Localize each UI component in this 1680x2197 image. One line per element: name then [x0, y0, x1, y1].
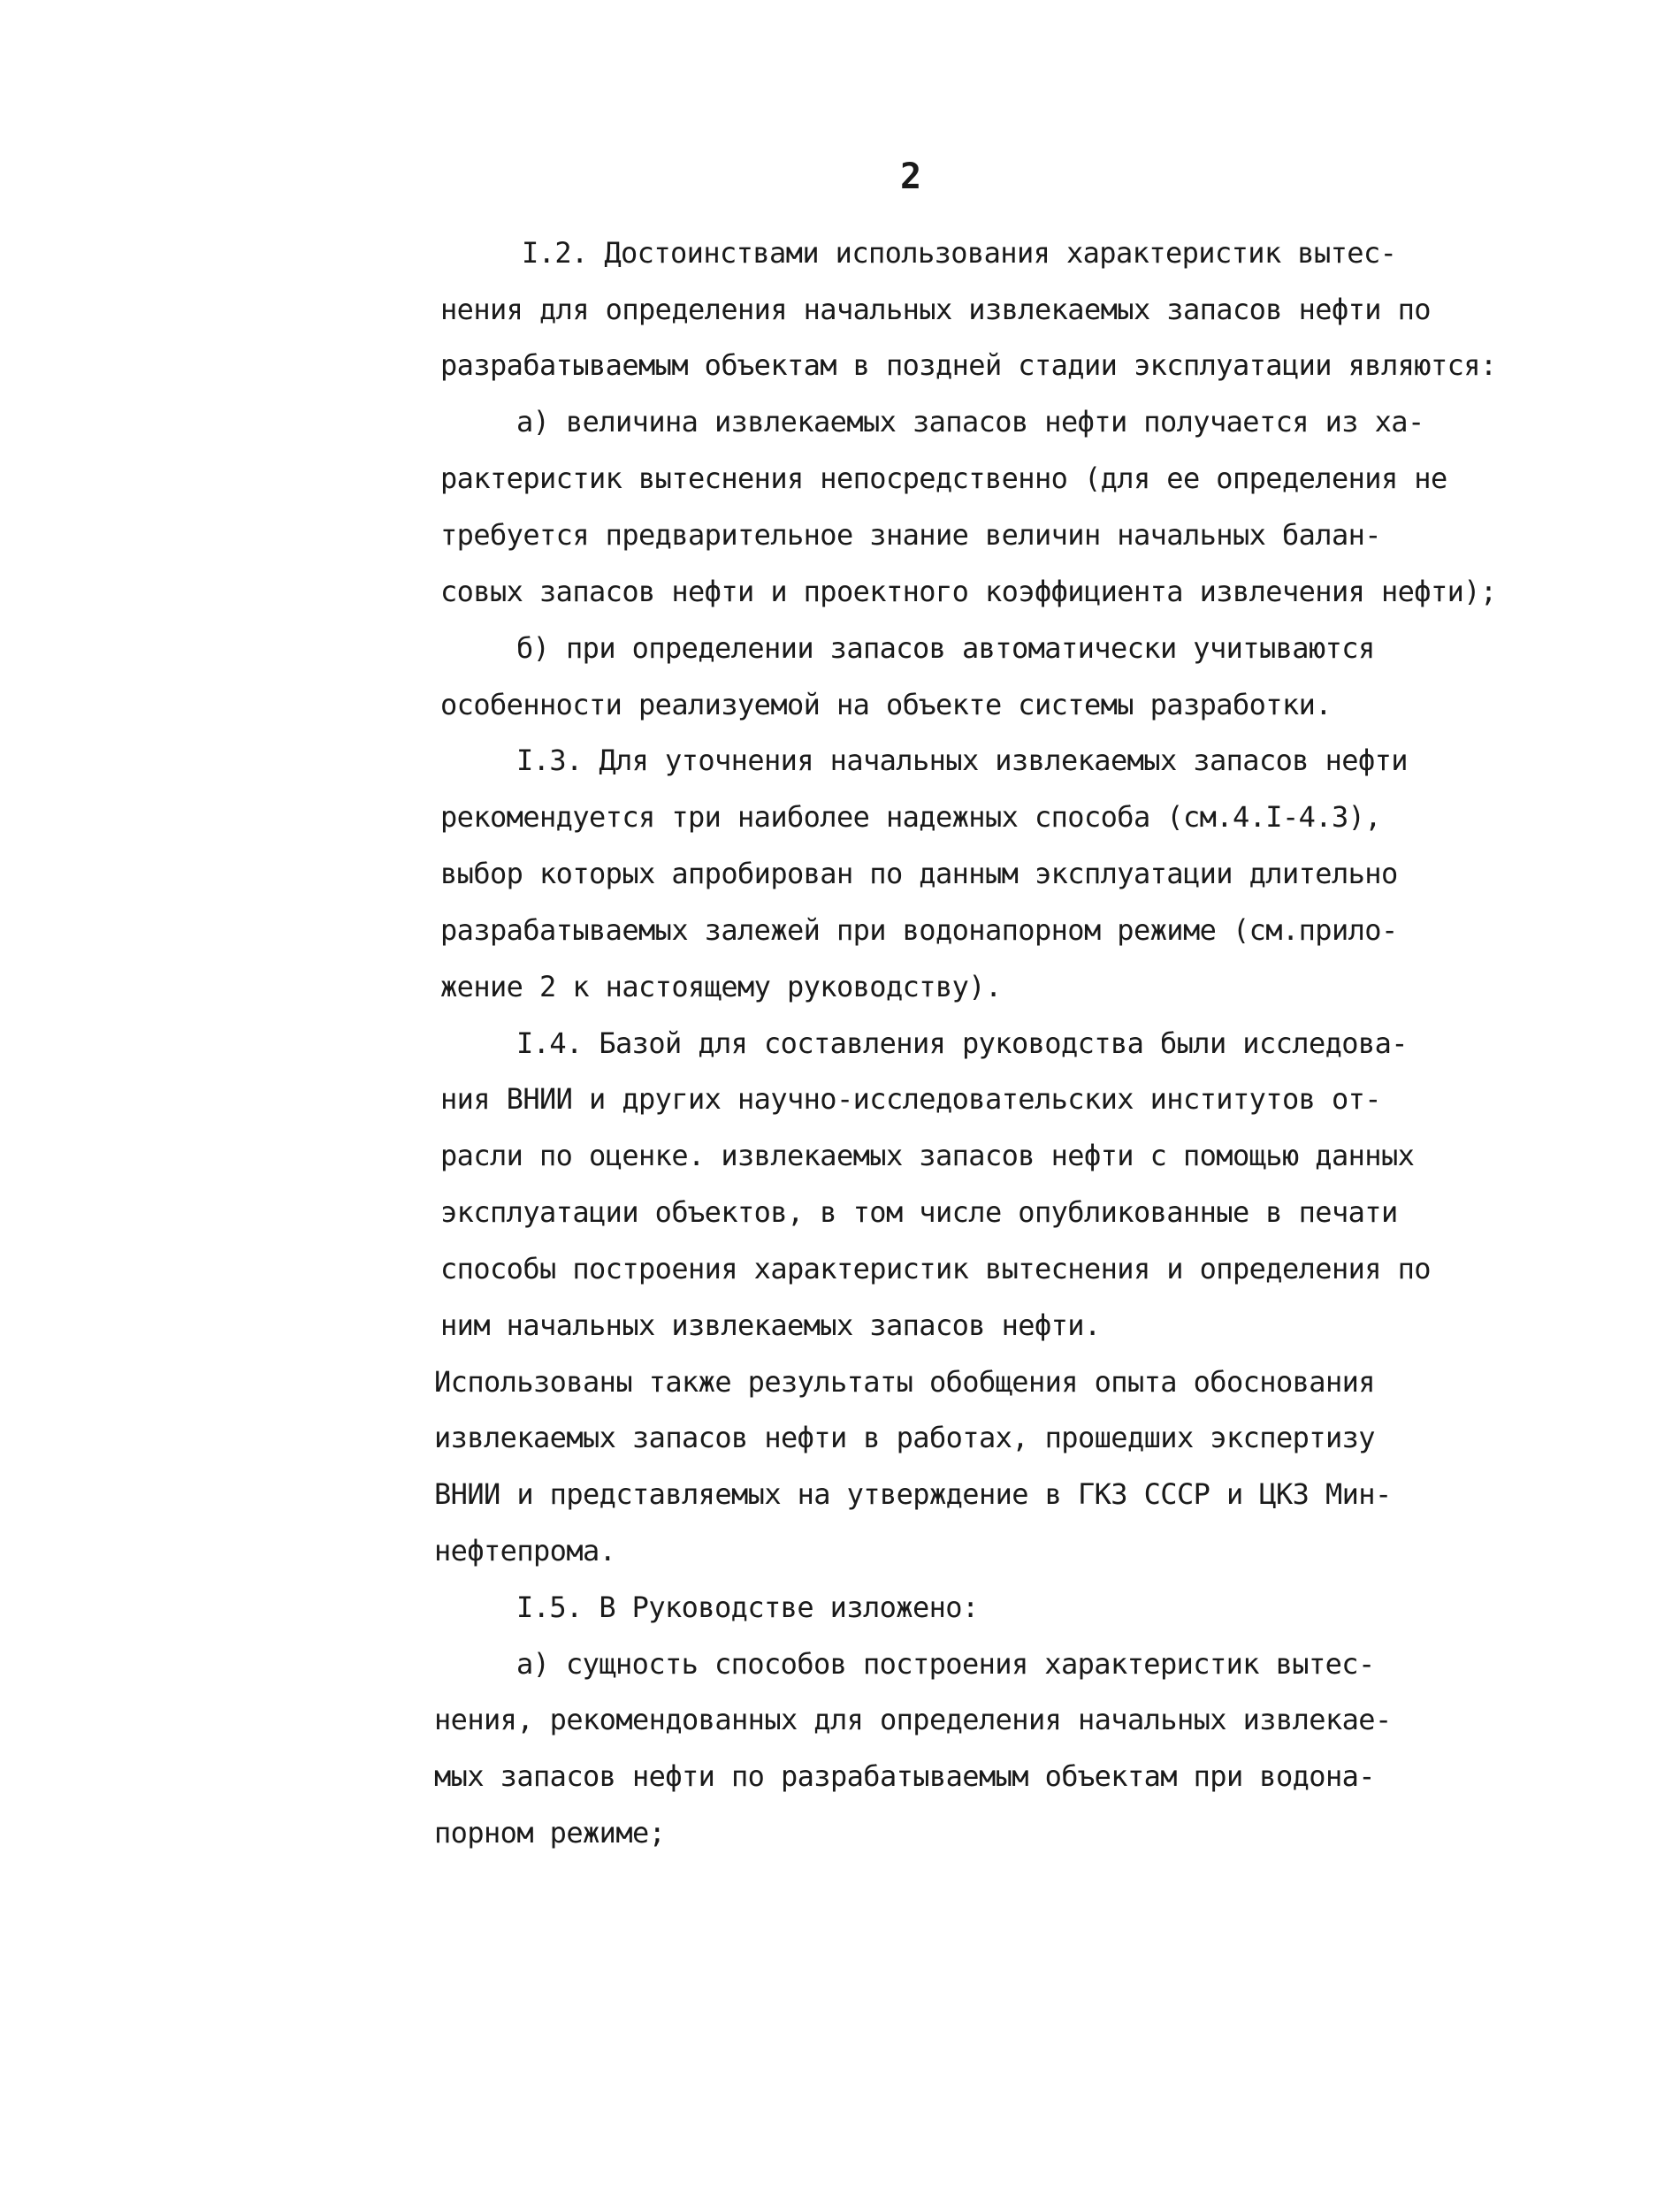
- text-line: совых запасов нефти и проектного коэффициента извлечения нефти);: [440, 575, 1497, 608]
- text-line: рекомендуется три наиболее надежных способа (см.4.I-4.3),: [440, 800, 1381, 834]
- text-line: ния ВНИИ и других научно-исследовательских институтов от-: [440, 1082, 1381, 1116]
- text-line: выбор которых апробирован по данным эксплуатации длительно: [440, 857, 1398, 890]
- text-line: расли по оценке. извлекаемых запасов нефти с помощью данных: [440, 1139, 1415, 1172]
- text-line: б) при определении запасов автоматически учитываются: [516, 631, 1375, 665]
- text-line: порном режиме;: [434, 1816, 666, 1850]
- text-line: способы построения характеристик вытеснения и определения по: [440, 1252, 1431, 1285]
- text-line: требуется предварительное знание величин начальных балан-: [440, 518, 1381, 552]
- text-line: ним начальных извлекаемых запасов нефти.: [440, 1308, 1101, 1342]
- text-line: разрабатываемым объектам в поздней стадии эксплуатации являются:: [440, 348, 1497, 382]
- text-line: Использованы также результаты обобщения опыта обоснования: [434, 1365, 1375, 1399]
- text-line: I.2. Достоинствами использования характеристик вытес-: [522, 236, 1397, 270]
- text-line: жение 2 к настоящему руководству).: [440, 970, 1002, 1003]
- text-line: нефтепрома.: [434, 1534, 616, 1568]
- text-line: нения, рекомендованных для определения начальных извлекае-: [434, 1703, 1392, 1736]
- page-number: 2: [899, 156, 922, 197]
- text-line: мых запасов нефти по разрабатываемым объектам при водона-: [434, 1759, 1375, 1793]
- text-line: ВНИИ и представляемых на утверждение в ГКЗ СССР и ЦКЗ Мин-: [434, 1477, 1392, 1511]
- text-line: эксплуатации объектов, в том числе опубликованные в печати: [440, 1195, 1398, 1229]
- text-line: особенности реализуемой на объекте системы разработки.: [440, 688, 1332, 721]
- text-line: а) величина извлекаемых запасов нефти получается из ха-: [516, 405, 1424, 439]
- text-line: I.5. В Руководстве изложено:: [516, 1591, 979, 1624]
- text-line: рактеристик вытеснения непосредственно (для ее определения не: [440, 462, 1447, 495]
- text-line: I.3. Для уточнения начальных извлекаемых запасов нефти: [516, 744, 1408, 777]
- text-line: извлекаемых запасов нефти в работах, прошедших экспертизу: [434, 1421, 1375, 1454]
- text-line: I.4. Базой для составления руководства были исследова-: [516, 1026, 1408, 1060]
- text-line: разрабатываемых залежей при водонапорном режиме (см.прило-: [440, 913, 1398, 947]
- text-line: а) сущность способов построения характеристик вытес-: [516, 1647, 1375, 1681]
- text-line: нения для определения начальных извлекаемых запасов нефти по: [440, 293, 1431, 326]
